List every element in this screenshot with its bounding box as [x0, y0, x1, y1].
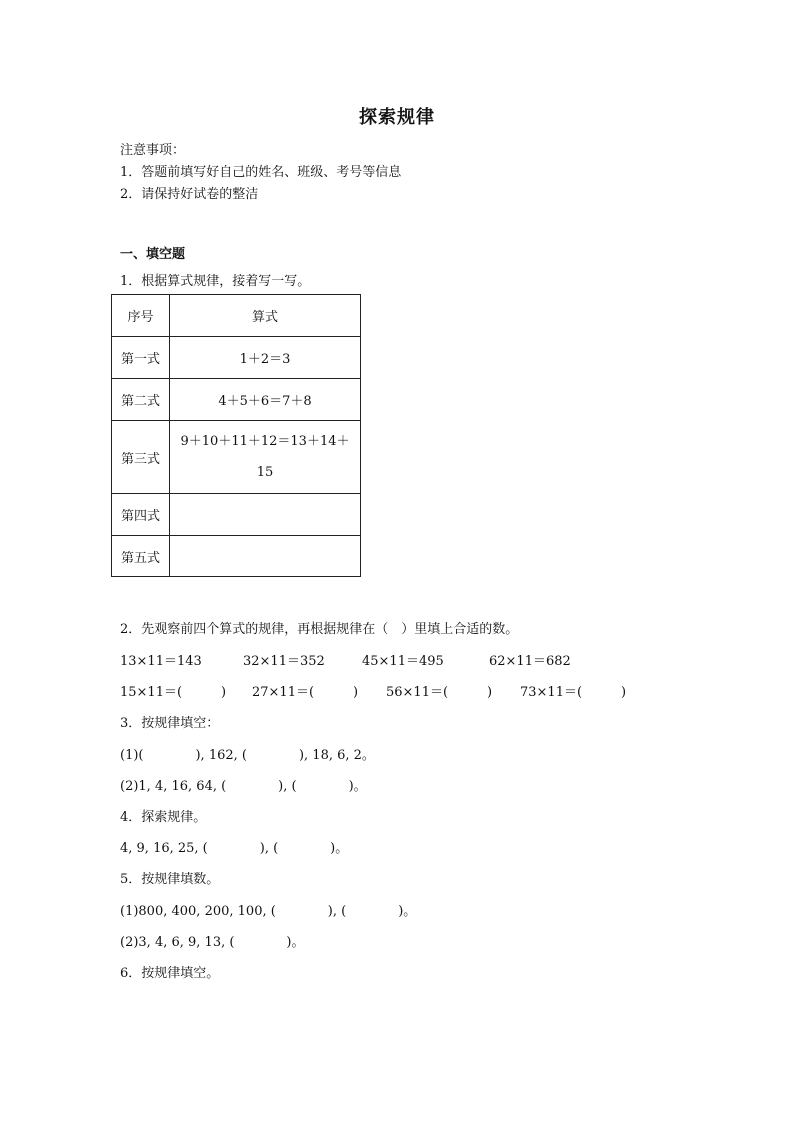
row-expression-line2: 15 — [256, 465, 274, 480]
header-cell-index: 序号 — [112, 295, 170, 337]
table-row — [112, 421, 361, 494]
row-expression: 4＋5＋6＝7＋8 — [170, 379, 361, 421]
given-equation: 45×11＝495 — [362, 654, 444, 669]
row-expression: 1＋2＝3 — [170, 337, 361, 379]
page-title: 探索规律 — [359, 107, 435, 128]
given-equation: 13×11＝143 — [120, 654, 202, 669]
question-2-text: 2．先观察前四个算式的规律，再根据规律在（ ）里填上合适的数。 — [120, 622, 519, 637]
row-expression-blank[interactable] — [170, 536, 361, 577]
question-6-text: 6．按规律填空。 — [120, 966, 220, 981]
question-3-line1[interactable]: (1)( ), 162, ( ), 18, 6, 2。 — [120, 748, 375, 763]
row-label: 第二式 — [112, 379, 170, 421]
question-5-text: 5．按规律填数。 — [120, 872, 220, 887]
table-row — [112, 379, 361, 421]
note-item: 2．请保持好试卷的整洁 — [120, 187, 259, 202]
question-3-line2[interactable]: (2)1, 4, 16, 64, ( ), ( )。 — [120, 779, 367, 794]
blank-equation[interactable]: 73×11＝( ) — [520, 685, 627, 700]
table-row — [112, 536, 361, 577]
given-equation: 32×11＝352 — [243, 654, 325, 669]
table-row — [112, 494, 361, 536]
rule-table — [111, 294, 361, 577]
blank-equation[interactable]: 56×11＝( ) — [386, 685, 493, 700]
section-heading: 一、填空题 — [120, 247, 186, 262]
blank-equation[interactable]: 15×11＝( ) — [120, 685, 227, 700]
table-row — [112, 337, 361, 379]
question-3-text: 3．按规律填空： — [120, 716, 220, 731]
question-5-line1[interactable]: (1)800, 400, 200, 100, ( ), ( )。 — [120, 904, 417, 919]
row-label: 第一式 — [112, 337, 170, 379]
row-expression-blank[interactable] — [170, 494, 361, 536]
header-cell-expression: 算式 — [170, 295, 361, 337]
note-item: 1．答题前填写好自己的姓名、班级、考号等信息 — [120, 165, 402, 180]
question-4-text: 4．探索规律。 — [120, 810, 207, 825]
row-label: 第三式 — [112, 421, 170, 494]
question-4-line1[interactable]: 4, 9, 16, 25, ( ), ( )。 — [120, 841, 349, 856]
question-5-line2[interactable]: (2)3, 4, 6, 9, 13, ( )。 — [120, 935, 305, 950]
notes-heading: 注意事项： — [120, 143, 186, 158]
given-equation: 62×11＝682 — [489, 654, 571, 669]
row-label: 第五式 — [112, 536, 170, 577]
row-expression — [170, 421, 361, 494]
blank-equation[interactable]: 27×11＝( ) — [252, 685, 359, 700]
question-1-text: 1．根据算式规律，接着写一写。 — [120, 274, 311, 289]
row-label: 第四式 — [112, 494, 170, 536]
table-header-row — [112, 295, 361, 337]
row-expression-line1: 9＋10＋11＋12＝13＋14＋ — [180, 434, 350, 449]
